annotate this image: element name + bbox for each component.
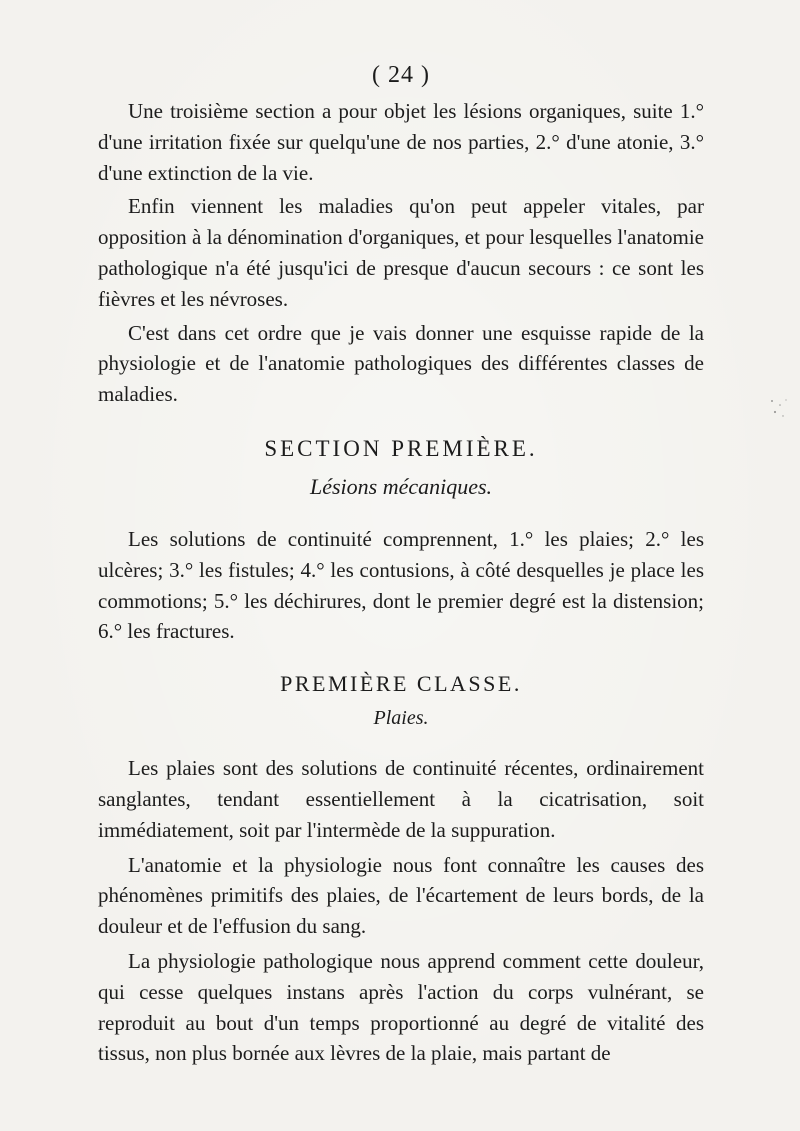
paper-speck-decoration bbox=[768, 396, 790, 422]
class-heading: PREMIÈRE CLASSE. bbox=[280, 671, 522, 697]
paragraph-vital-diseases: Enfin viennent les maladies qu'on peut appeler vitales, par opposition à la dénomination d'organiques, et pour lesquelles l'anatomie pathologique n'a été jusqu'ici de presque d'aucun secours : ce sont les fièvres et les névroses. bbox=[98, 194, 704, 311]
paragraph-plaies-anatomy: L'anatomie et la physiologie nous font connaître les causes des phénomènes primitifs des plaies, de l'écartement de leurs bords, de la douleur et de l'effusion du sang. bbox=[98, 852, 704, 939]
paragraph-solutions-continuity: Les solutions de continuité comprennent, 1.° les plaies; 2.° les ulcères; 3.° les fistules; 4.° les contusions, à côté desquelles je place les commotions; 5.° les déchirures, dont le premier degré est la distension; 6.° les fractures. bbox=[98, 526, 704, 644]
paragraph-plaies-definition: Les plaies sont des solutions de continuité récentes, ordinairement sanglantes, tendant essentiellement à la cicatrisation, soit immédiatement, soit par l'intermède de la suppuration. bbox=[98, 756, 704, 842]
paragraph-plaies-physiology: La physiologie pathologique nous apprend comment cette douleur, qui cesse quelques instans après l'action du corps vulnérant, se reproduit au bout d'un temps proportionné au degré de vitalité des tissus, non plus bornée aux lèvres de la plaie, mais partant de bbox=[98, 948, 704, 1066]
section-heading: SECTION PREMIÈRE. bbox=[264, 435, 538, 461]
section-subheading: Lésions mécaniques. bbox=[309, 473, 493, 499]
paragraph-organic-lesions: Une troisième section a pour objet les lésions organiques, suite 1.° d'une irritation fixée sur quelqu'une de nos parties, 2.° d'une atonie, 3.° d'une extinction de la vie. bbox=[98, 99, 704, 185]
paragraph-order: C'est dans cet ordre que je vais donner une esquisse rapide de la physiologie et de l'anatomie pathologiques des différentes classes de maladies. bbox=[98, 320, 704, 407]
class-subheading: Plaies. bbox=[373, 707, 429, 730]
page-number: ( 24 ) bbox=[372, 62, 430, 88]
